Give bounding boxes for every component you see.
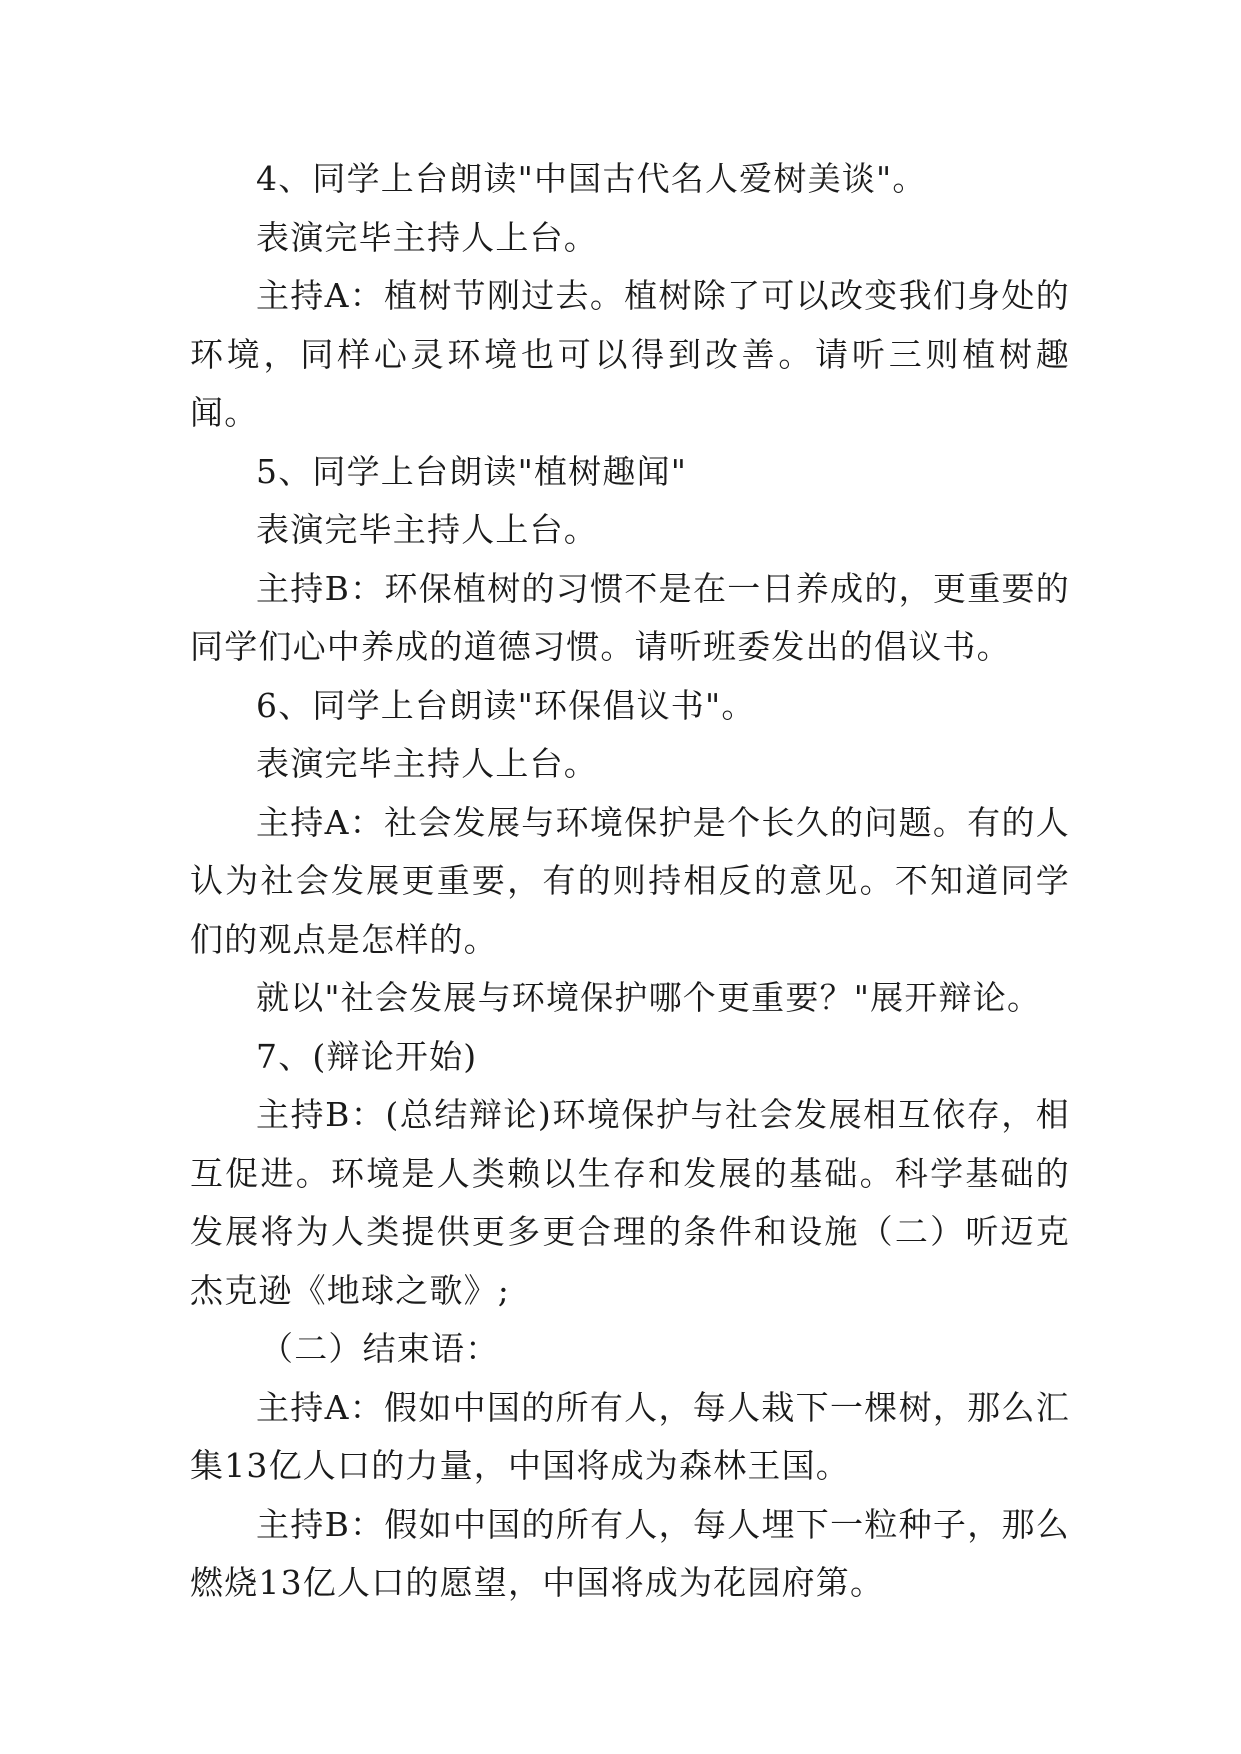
paragraph-host-a-3: 主持A：假如中国的所有人，每人栽下一棵树，那么汇集13亿人口的力量，中国将成为森林王国。 [190, 1387, 1070, 1485]
paragraph-host-a-2: 主持A：社会发展与环境保护是个长久的问题。有的人认为社会发展更重要，有的则持相反的意见。不知道同学们的观点是怎样的。 [190, 802, 1070, 959]
document-body [190, 150, 1070, 1613]
paragraph-host-enter-3: 表演完毕主持人上台。 [256, 744, 598, 783]
paragraph-host-a-1: 主持A：植树节刚过去。植树除了可以改变我们身处的环境，同样心灵环境也可以得到改善。请听三则植树趣闻。 [190, 276, 1070, 432]
paragraph-host-enter-2: 表演完毕主持人上台。 [256, 510, 598, 549]
paragraph-host-b-1: 主持B：环保植树的习惯不是在一日养成的，更重要的同学们心中养成的道德习惯。请听班委发出的倡议书。 [190, 568, 1070, 666]
paragraph-debate-topic: 就以"社会发展与环境保护哪个更重要？"展开辩论。 [256, 978, 1042, 1017]
paragraph-reading-4: 4、同学上台朗读"中国古代名人爱树美谈"。 [256, 159, 927, 198]
paragraph-debate-start: 7、(辩论开始) [256, 1036, 478, 1076]
paragraph-host-b-3: 主持B：假如中国的所有人，每人埋下一粒种子，那么燃烧13亿人口的愿望，中国将成为花园府第。 [190, 1504, 1070, 1602]
paragraph-closing-heading: （二）结束语： [260, 1329, 500, 1368]
paragraph-reading-6: 6、同学上台朗读"环保倡议书"。 [256, 685, 756, 725]
paragraph-reading-5: 5、同学上台朗读"植树趣闻" [256, 451, 688, 491]
paragraph-host-enter-1: 表演完毕主持人上台。 [256, 217, 598, 257]
paragraph-host-b-2: 主持B：(总结辩论)环境保护与社会发展相互依存，相互促进。环境是人类赖以生存和发展的基础。科学基础的发展将为人类提供更多更合理的条件和设施（二）听迈克杰克逊《地球之歌》; [190, 1095, 1070, 1310]
